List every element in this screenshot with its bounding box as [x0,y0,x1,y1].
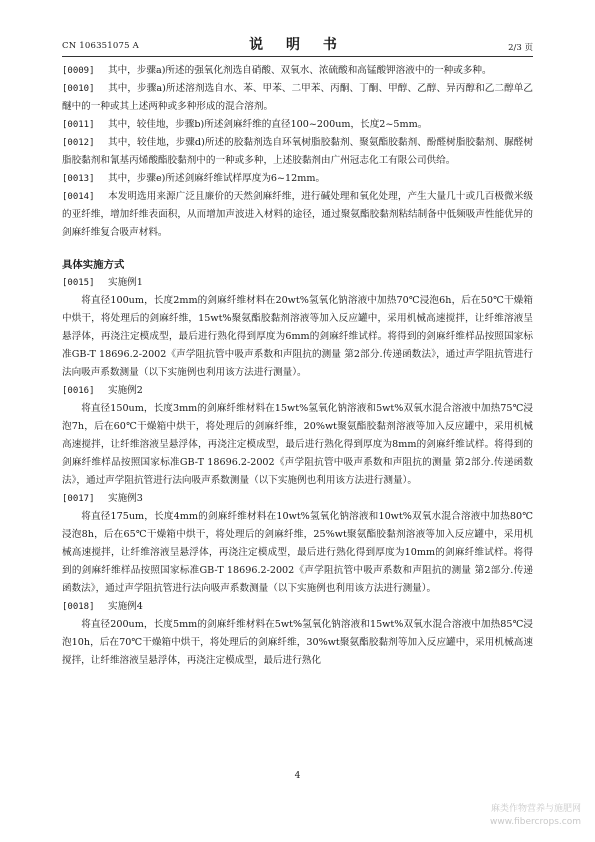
header-divider [62,56,533,57]
example-body: 将直径200um，长度5mm的剑麻纤维材料在5wt%氢氧化钠溶液和15wt%双氧水混合溶液中加热85℃浸泡10h，后在70℃干燥箱中烘干，将处理后的剑麻纤维，30%wt聚氨酯胶黏剂等加入反应罐中，采用机械高速搅拌，让纤维溶液呈悬浮体，再浇注定模成型，最后进行熟化 [62,619,533,666]
paragraph-number: [0012] [62,138,95,148]
page-indicator: 2/3 页 [508,43,533,53]
example-label: 实施例4 [108,601,143,612]
paragraph-text: 其中，步骤a)所述的强氧化剂选自硝酸、双氧水、浓硫酸和高锰酸钾溶液中的一种或多种。 [108,65,492,76]
example-heading-0018 [62,598,533,616]
paragraph-0011 [62,116,533,134]
paragraph-number: [0014] [62,192,95,202]
paragraph-text: 其中，步骤a)所述溶剂选自水、苯、甲苯、二甲苯、丙酮、丁酮、甲醇、乙醇、异丙醇和乙二醇单乙醚中的一种或其上述两种或多种形成的混合溶剂。 [62,83,533,112]
paragraph-0014 [62,188,533,242]
paragraph-0012 [62,134,533,170]
paragraph-text: 其中，步骤e)所述剑麻纤维试样厚度为6~12mm。 [108,173,326,184]
paragraph-number: [0010] [62,84,95,94]
paragraph-number: [0013] [62,174,95,184]
example-label: 实施例1 [108,277,143,288]
example-heading-0016 [62,382,533,400]
paragraph-0013 [62,170,533,188]
publication-number: CN 106351075 A [62,41,139,51]
paragraph-text: 本发明选用来源广泛且廉价的天然剑麻纤维，进行碱处理和氧化处理，产生大量几十或几百极微米级的亚纤维，增加纤维表面积，从而增加声波进入材料的途径，通过聚氨酯胶黏剂粘结制备中低频吸声性能优异的剑麻纤维复合吸声材料。 [62,191,533,238]
example-label: 实施例3 [108,493,143,504]
paragraph-number: [0017] [62,494,95,504]
example-heading-0015 [62,274,533,292]
paragraph-0010 [62,80,533,116]
example-label: 实施例2 [108,385,143,396]
document-body [62,62,533,670]
example-body: 将直径150um，长度3mm的剑麻纤维材料在15wt%氢氧化钠溶液和5wt%双氧水混合溶液中加热75℃浸泡7h，后在60℃干燥箱中烘干，将处理后的剑麻纤维，20%wt聚氨酯胶黏剂溶液等加入反应罐中，采用机械高速搅拌，让纤维溶液呈悬浮体，再浇注定模成型，最后进行熟化得到厚度为8mm的剑麻纤维试样。将得到的剑麻纤维样品按照国家标准GB-T 18696.2-2002《声学阻抗管中吸声系数和声阻抗的测量 第2部分.传递函数法》，通过声学阻抗管进行法向吸声系数测量（以下实施例也利用该方法进行测量）。 [62,403,533,486]
page-number: 4 [294,771,301,781]
section-heading: 具体实施方式 [62,259,125,271]
example-heading-0017 [62,490,533,508]
watermark [490,803,581,829]
watermark-url: www.fibercrops.com [490,817,581,827]
paragraph-number: [0015] [62,278,95,288]
paragraph-number: [0016] [62,386,95,396]
paragraph-number: [0009] [62,66,95,76]
page-header [62,34,533,54]
paragraph-number: [0018] [62,602,95,612]
example-body: 将直径100um，长度2mm的剑麻纤维材料在20wt%氢氧化钠溶液中加热70℃浸泡6h，后在50℃干燥箱中烘干，将处理后的剑麻纤维，15wt%聚氨酯胶黏剂溶液等加入反应罐中，采用机械高速搅拌，让纤维溶液呈悬浮体，再浇注定模成型，最后进行熟化得到厚度为6mm的剑麻纤维试样。将得到的剑麻纤维样品按照国家标准GB-T 18696.2-2002《声学阻抗管中吸声系数和声阻抗的测量 第2部分.传递函数法》，通过声学阻抗管进行法向吸声系数测量（以下实施例也利用该方法进行测量）。 [62,295,533,378]
paragraph-number: [0011] [62,120,95,130]
paragraph-0009 [62,62,533,80]
paragraph-text: 其中，较佳地，步骤b)所述剑麻纤维的直径100~200um，长度2~5mm。 [108,119,428,130]
document-title: 说 明 书 [249,37,346,53]
paragraph-text: 其中，较佳地，步骤d)所述的胶黏剂选自环氧树脂胶黏剂、聚氨酯胶黏剂、酚醛树脂胶黏剂、脲醛树脂胶黏剂和氰基丙烯酸酯胶黏剂中的一种或多种，上述胶黏剂由广州冠志化工有限公司供给。 [62,137,533,166]
watermark-site-name: 麻类作物营养与施肥网 [490,804,581,814]
example-body: 将直径175um，长度4mm的剑麻纤维材料在10wt%氢氧化钠溶液和10wt%双氧水混合溶液中加热80℃浸泡8h，后在65℃干燥箱中烘干，将处理后的剑麻纤维，25%wt聚氨酯胶黏剂溶液等加入反应罐中，采用机械高速搅拌，让纤维溶液呈悬浮体，再浇注定模成型，最后进行熟化得到厚度为10mm的剑麻纤维试样。将得到的剑麻纤维样品按照国家标准GB-T 18696.2-2002《声学阻抗管中吸声系数和声阻抗的测量 第2部分.传递函数法》，通过声学阻抗管进行法向吸声系数测量（以下实施例也利用该方法进行测量）。 [62,511,533,594]
